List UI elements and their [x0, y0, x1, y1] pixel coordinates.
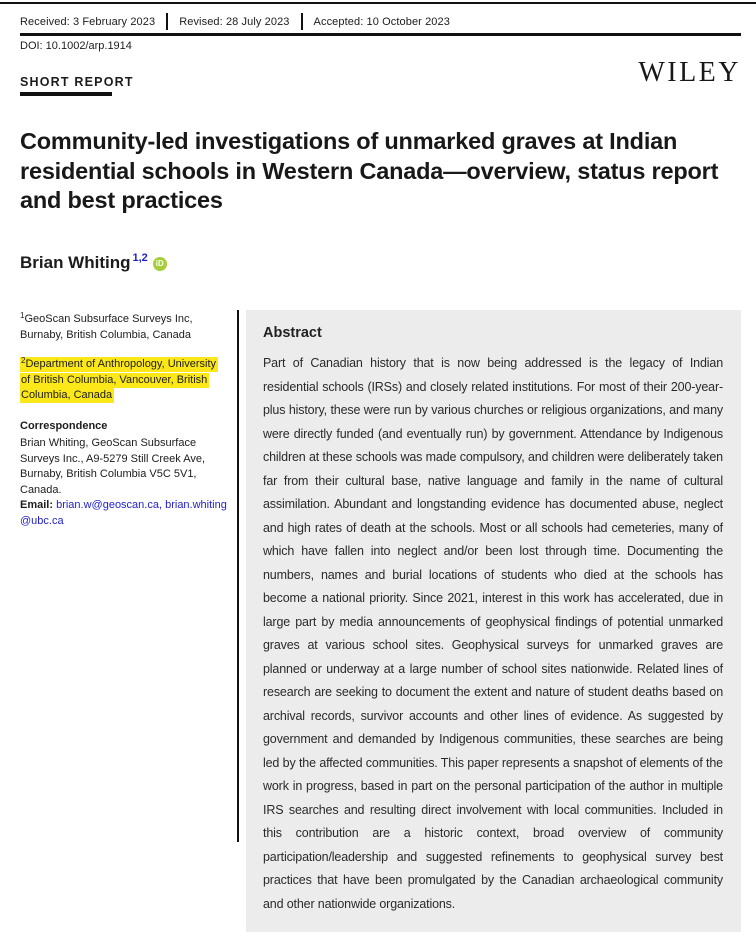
email-label: Email:: [20, 499, 57, 511]
author-affiliation-superscript: 1,2: [132, 252, 148, 264]
abstract-text: Part of Canadian history that is now being addressed is the legacy of Indian residential schools (IRSs) and closely related institutions. For most of their 200-year-plus history, these were run by various churches or religious organizations, and many were directly funded (and eventually run) by government. Attendance by Indigenous children at these schools was made compulsory, and children were deliberately taken far from their cultural base, native language and family in the name of cultural assimilation. Abundant and longstanding evidence has documented abuse, neglect and high rates of death at the schools. Most or all schools had cemeteries, many of which have fallen into neglect and/or been lost through time. Documenting the numbers, names and burial locations of students who died at the schools has become a national priority. Since 2021, interest in this work has accelerated, due in large part by media announcements of geophysical findings of potential unmarked graves at various school sites. Geophysical surveys for unmarked graves are planned or underway at a large number of school sites nationwide. Related lines of research are seeking to document the extent and nature of student deaths based on archival records, survivor accounts and other lines of evidence. As suggested by government and demanded by Indigenous communities, these searches are being led by the affected communities. This paper represents a snapshot of elements of the work in progress, based in part on the personal participation of the author in multiple IRS searches and resulting direct involvement with local communities. Included in this contribution are a historic context, broad overview of community participation/leadership and suggested refinements to geophysical survey best practices that have been promulgated by the Canadian archaeological community and other nationwide organizations.: [263, 356, 723, 911]
top-edge-rule: [0, 2, 756, 4]
manuscript-dates-row: [20, 13, 741, 30]
abstract-heading: Abstract: [263, 325, 322, 341]
accepted-date: Accepted: 10 October 2023: [313, 15, 450, 28]
received-date: Received: 3 February 2023: [20, 15, 156, 28]
page-title: Community-led investigations of unmarked graves at Indian residential schools in Western Canada—overview, status report and best practices: [20, 128, 719, 213]
wiley-logo: WILEY: [638, 57, 741, 88]
highlighted-affiliation: [20, 357, 218, 403]
date-separator: [301, 13, 303, 30]
correspondence-block: [20, 419, 227, 530]
abstract-panel: [246, 310, 741, 932]
correspondence-email-line: [20, 498, 227, 529]
affiliation-1: [20, 308, 227, 343]
email-link-ubc[interactable]: brian.whiting@ubc.ca: [20, 499, 227, 527]
affiliation-2: [20, 353, 227, 404]
doi: DOI: 10.1002/arp.1914: [20, 40, 132, 52]
affiliation-1-marker: 1: [20, 311, 25, 320]
date-separator: [166, 13, 168, 30]
correspondence-heading: Correspondence: [20, 419, 108, 432]
email-link-geoscan[interactable]: brian.w@geoscan.ca: [56, 499, 159, 511]
affiliation-1-text: GeoScan Subsurface Surveys Inc, Burnaby, British Columbia, Canada: [20, 313, 193, 341]
orcid-icon[interactable]: iD: [153, 257, 167, 271]
affiliation-2-marker: 2: [21, 356, 26, 365]
author-row: [20, 252, 167, 273]
header-rule: [20, 33, 741, 36]
section-label-underline: [20, 92, 112, 96]
column-divider: [237, 310, 239, 842]
metadata-column: [20, 308, 227, 529]
section-label: SHORT REPORT: [20, 75, 134, 89]
email-separator: ,: [158, 499, 166, 511]
revised-date: Revised: 28 July 2023: [179, 15, 290, 28]
affiliation-2-text: Department of Anthropology, University of British Columbia, Vancouver, British Columbia, Canada: [21, 358, 217, 401]
author-name: Brian Whiting: [20, 253, 131, 272]
correspondence-address: Brian Whiting, GeoScan Subsurface Surveys Inc., A9-5279 Still Creek Ave, Burnaby, British Columbia V5C 5V1, Canada.: [20, 437, 206, 496]
